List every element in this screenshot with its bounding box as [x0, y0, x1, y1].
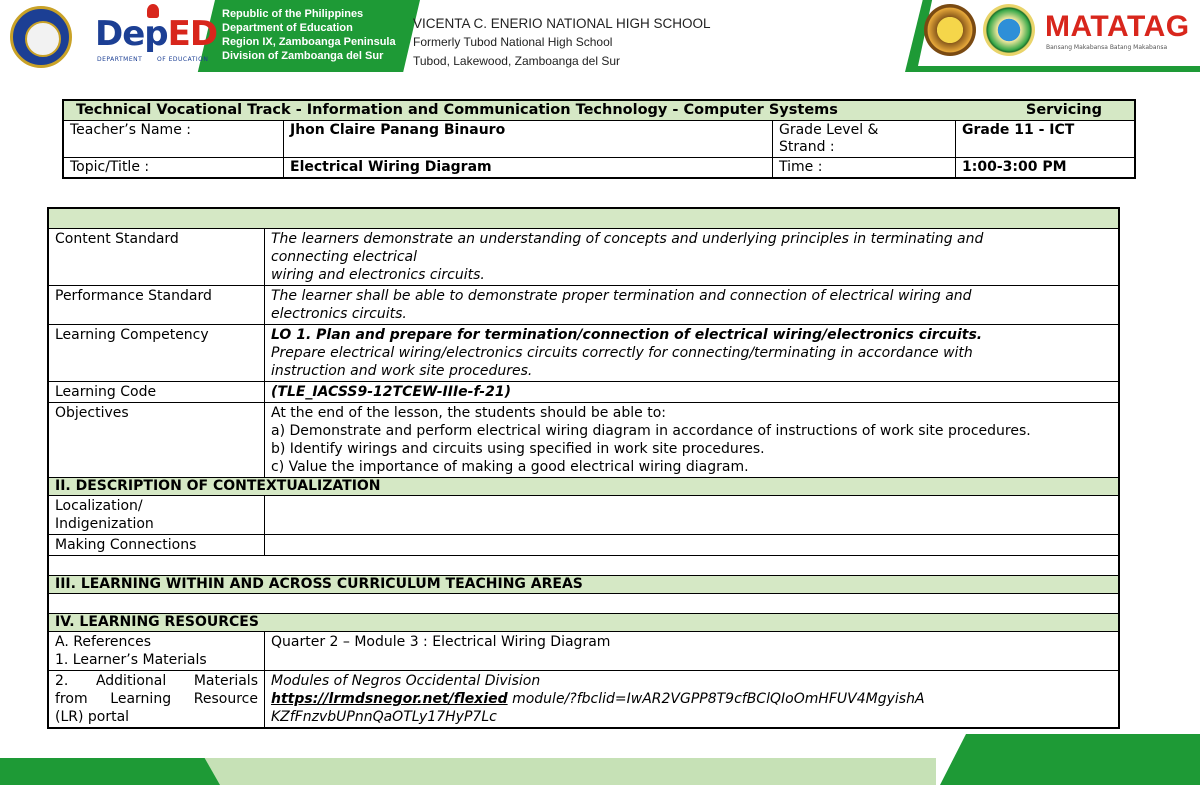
time-value: 1:00-3:00 PM — [962, 159, 1067, 175]
learning-competency-row — [49, 325, 1118, 382]
section-header-empty — [49, 209, 1118, 229]
footer-green-left — [0, 758, 220, 785]
section-contextualization: II. DESCRIPTION OF CONTEXTUALIZATION — [49, 478, 1118, 496]
references-row — [49, 632, 1118, 671]
learning-outcome: LO 1. Plan and prepare for termination/connection of electrical wiring/electronics circuits. — [271, 327, 983, 343]
grade-value: Grade 11 - ICT — [962, 122, 1075, 138]
division-seal-logo — [924, 4, 976, 56]
gov-line: Region IX, Zamboanga Peninsula — [222, 36, 396, 48]
localization-label: Localization/ Indigenization — [49, 496, 265, 534]
content-standard-value: The learners demonstrate an understanding of concepts and underlying principles in terminating and connecting electrical wiring and electronics circuits. — [271, 231, 984, 283]
section-learning-resources: IV. LEARNING RESOURCES — [49, 614, 1118, 632]
references-label: A. References 1. Learner’s Materials — [49, 632, 265, 670]
lrmds-link[interactable]: https://lrmdsnegor.net/flexied — [271, 691, 508, 707]
making-connections-label: Making Connections — [49, 535, 265, 555]
additional-materials-label: 2. Additional Materials from Learning Resource (LR) portal — [49, 671, 265, 727]
making-connections-row — [49, 535, 1118, 556]
objectives-value — [265, 403, 1118, 477]
grade-label: Grade Level & Strand : — [773, 121, 956, 157]
performance-standard-value: The learner shall be able to demonstrate proper termination and connection of electrical wiring and electronics circuits. — [271, 288, 972, 322]
teacher-label: Teacher’s Name : — [64, 121, 284, 157]
content-standard-row — [49, 229, 1118, 286]
topic-row — [64, 158, 1134, 177]
track-title: Technical Vocational Track - Information and Communication Technology - Computer Systems — [76, 102, 838, 118]
content-standard-label: Content Standard — [49, 229, 265, 285]
performance-standard-label: Performance Standard — [49, 286, 265, 324]
deped-subtext-right: OF EDUCATION — [157, 56, 209, 63]
deped-seal-logo — [10, 6, 72, 68]
time-label: Time : — [773, 158, 956, 177]
gov-line: Division of Zamboanga del Sur — [222, 50, 384, 62]
teacher-row — [64, 121, 1134, 158]
gov-line: Republic of the Philippines — [222, 8, 364, 20]
objective-item: a) Demonstrate and perform electrical wiring diagram in accordance of instructions of work site procedures. — [271, 423, 1031, 439]
objective-item: c) Value the importance of making a good electrical wiring diagram. — [271, 459, 749, 475]
page-header — [0, 0, 1200, 80]
learning-code-value: (TLE_IACSS9-12TCEW-IIIe-f-21) — [271, 384, 512, 400]
references-value: Quarter 2 – Module 3 : Electrical Wiring Diagram — [271, 634, 611, 650]
learning-competency-value: LO 1. Plan and prepare for termination/connection of electrical wiring/electronics circuits. Prepare electrical wiring/electronics circuits correctly for connecting/terminating in accordance with instruction and work site procedures. — [265, 325, 1118, 381]
track-title-end: Servicing — [1025, 102, 1102, 118]
school-address: Tubod, Lakewood, Zamboanga del Sur — [413, 54, 621, 68]
additional-materials-row — [49, 671, 1118, 727]
objective-item: b) Identify wirings and circuits using specified in work site procedures. — [271, 441, 765, 457]
learning-competency-label: Learning Competency — [49, 325, 265, 381]
school-former-name: Formerly Tubod National High School — [413, 35, 613, 49]
section-curriculum-areas: III. LEARNING WITHIN AND ACROSS CURRICULUM TEACHING AREAS — [49, 576, 1118, 594]
localization-row — [49, 496, 1118, 535]
learning-code-row — [49, 382, 1118, 403]
government-lines — [222, 7, 396, 63]
deped-subtext-left: DEPARTMENT — [97, 56, 143, 63]
track-title-row — [64, 101, 1134, 121]
gov-line: Department of Education — [222, 22, 353, 34]
school-info — [413, 14, 711, 71]
school-seal-logo — [983, 4, 1035, 56]
lesson-plan-table — [47, 207, 1120, 729]
matatag-logo: MATATAG — [1045, 10, 1190, 43]
objectives-row — [49, 403, 1118, 478]
topic-label: Topic/Title : — [64, 158, 284, 177]
lesson-info-table — [62, 99, 1136, 179]
objectives-label: Objectives — [49, 403, 265, 477]
performance-standard-row — [49, 286, 1118, 325]
localization-value — [265, 496, 1118, 534]
learning-code-label: Learning Code — [49, 382, 265, 402]
footer-green-right — [940, 734, 1200, 785]
additional-materials-value: Modules of Negros Occidental Division https://lrmdsnegor.net/flexied module/?fbclid=IwAR2VGPP8T9cfBClQIoOmHFUV4MgyishA KZfFnzvbUPnnQaOTLy17HyP7Lc — [271, 673, 925, 725]
making-connections-value — [265, 535, 1118, 555]
teacher-value: Jhon Claire Panang Binauro — [284, 121, 773, 157]
deped-logo — [95, 6, 218, 68]
school-name: VICENTA C. ENERIO NATIONAL HIGH SCHOOL — [413, 16, 711, 31]
objectives-intro: At the end of the lesson, the students should be able to: — [271, 405, 666, 421]
deped-wordmark: DepED — [95, 14, 218, 54]
blank-row — [49, 594, 1118, 614]
matatag-tagline: Bansang Makabansa Batang Makabansa — [1046, 44, 1168, 51]
topic-value: Electrical Wiring Diagram — [284, 158, 773, 177]
blank-row — [49, 556, 1118, 576]
